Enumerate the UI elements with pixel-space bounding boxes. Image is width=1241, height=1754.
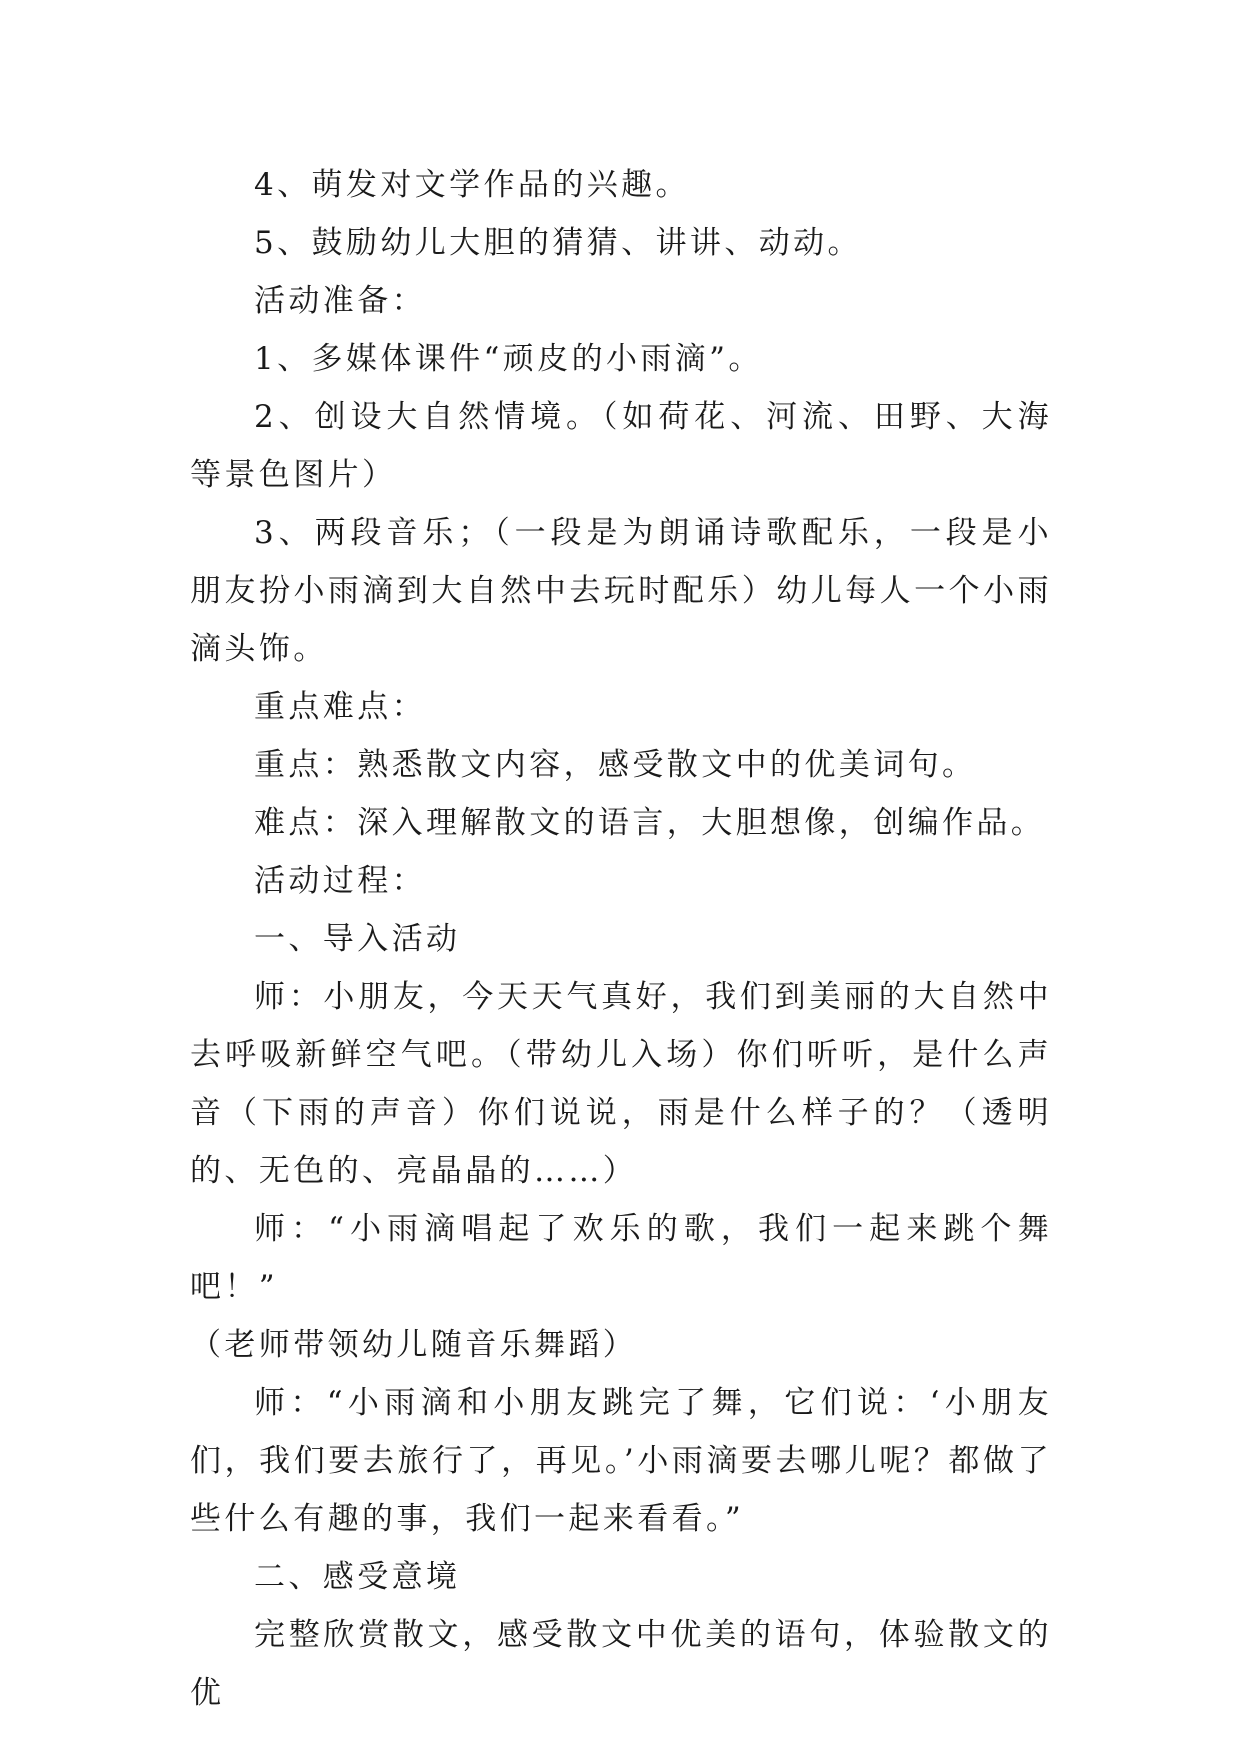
paragraph-key-point: 重点：熟悉散文内容，感受散文中的优美词句。: [254, 747, 977, 783]
paragraph-goal-4: 4、萌发对文学作品的兴趣。: [254, 167, 690, 203]
document-body: [190, 156, 1052, 1722]
heading-intro-activity: 一、导入活动: [254, 921, 461, 957]
heading-feel-mood: 二、感受意境: [254, 1559, 461, 1595]
paragraph-prep-3: 3、两段音乐；（一段是为朗诵诗歌配乐，一段是小朋友扮小雨滴到大自然中去玩时配乐）幼儿每人一个小雨滴头饰。: [190, 515, 1052, 667]
paragraph-teacher-intro: 师：小朋友，今天天气真好，我们到美丽的大自然中去呼吸新鲜空气吧。（带幼儿入场）你们听听，是什么声音（下雨的声音）你们说说，雨是什么样子的？（透明的、无色的、亮晶晶的……）: [190, 979, 1052, 1189]
paragraph-prep-1: 1、多媒体课件“顽皮的小雨滴”。: [254, 341, 763, 377]
paragraph-dance-note: （老师带领幼儿随音乐舞蹈）: [190, 1327, 638, 1363]
paragraph-difficulty: 难点：深入理解散文的语言，大胆想像，创编作品。: [254, 805, 1046, 841]
heading-key-points: 重点难点：: [254, 689, 426, 725]
paragraph-prep-2: 2、创设大自然情境。（如荷花、河流、田野、大海等景色图片）: [190, 399, 1052, 493]
paragraph-appreciate: 完整欣赏散文，感受散文中优美的语句，体验散文的优: [190, 1617, 1052, 1711]
paragraph-goal-5: 5、鼓励幼儿大胆的猜猜、讲讲、动动。: [254, 225, 862, 261]
paragraph-teacher-travel: 师：“小雨滴和小朋友跳完了舞，它们说：‘小朋友们，我们要去旅行了，再见。’小雨滴要去哪儿呢？都做了些什么有趣的事，我们一起来看看。”: [190, 1385, 1052, 1537]
heading-process: 活动过程：: [254, 863, 426, 899]
paragraph-teacher-dance: 师：“小雨滴唱起了欢乐的歌，我们一起来跳个舞吧！”: [190, 1211, 1052, 1305]
heading-preparation: 活动准备：: [254, 283, 426, 319]
